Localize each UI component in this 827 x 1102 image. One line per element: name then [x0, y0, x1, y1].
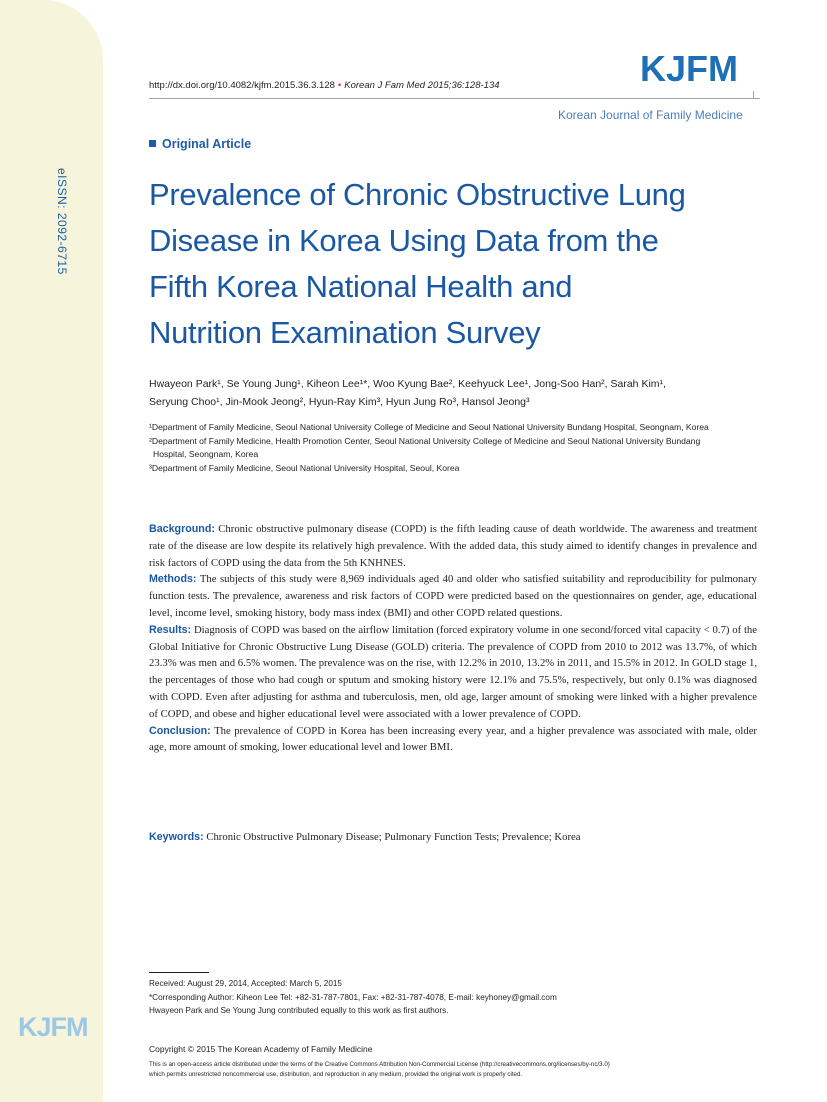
conclusion-text: The prevalence of COPD in Korea has been increasing every year, and a higher prevalence was associated with male, older age, more amount of smoking, lower educational level and lower BMI.: [149, 724, 757, 754]
background-text: Chronic obstructive pulmonary disease (COPD) is the fifth leading cause of death worldwide. The awareness and treatment rate of the disease are low despite its relatively high prevalence. With the added data, this study aimed to identify changes in prevalence and risk factors of COPD using the data from the 5th KNHNES.: [149, 523, 757, 569]
journal-logo: KJFM: [640, 48, 738, 89]
abstract-results: [149, 622, 757, 723]
footnotes: [149, 977, 769, 1018]
footnote: Received: August 29, 2014, Accepted: March 5, 2015: [149, 979, 342, 988]
author-list: [149, 375, 769, 411]
abstract-background: [149, 521, 757, 571]
square-bullet-icon: [149, 140, 156, 147]
doi-citation-line: [149, 80, 500, 91]
copyright: Copyright © 2015 The Korean Academy of Family Medicine: [149, 1044, 373, 1054]
author-line: Seryung Choo¹, Jin-Mook Jeong², Hyun-Ray Kim³, Hyun Jung Ro³, Hansol Jeong³: [149, 396, 530, 408]
footnote: *Corresponding Author: Kiheon Lee Tel: +82-31-787-7801, Fax: +82-31-787-4078, E-mail: keyhoney@gmail.com: [149, 992, 557, 1002]
author-line: Hwayeon Park¹, Se Young Jung¹, Kiheon Lee¹*, Woo Kyung Bae², Keehyuck Lee¹, Jong-Soo Han², Sarah Kim¹,: [149, 378, 666, 390]
abstract-conclusion: [149, 723, 757, 757]
affiliation: ²Department of Family Medicine, Health Promotion Center, Seoul National University College of Medicine and Seoul National University Bundang: [149, 435, 701, 446]
footnote-rule: [149, 972, 209, 973]
article-type: [149, 137, 251, 151]
sidebar-logo: KJFM: [18, 1012, 88, 1042]
separator-dot: •: [337, 80, 342, 91]
title-line: Prevalence of Chronic Obstructive Lung: [149, 177, 686, 212]
affiliation: Hospital, Seongnam, Korea: [153, 449, 259, 459]
affiliation: ³Department of Family Medicine, Seoul National University Hospital, Seoul, Korea: [149, 462, 460, 473]
article-type-label: Original Article: [162, 137, 252, 151]
methods-label: Methods:: [149, 573, 197, 586]
methods-text: The subjects of this study were 8,969 individuals aged 40 and older who satisfied suitability and reproducibility for pulmonary function tests. The prevalence, awareness and risk factors of COPD were predicted based on the questionnaires on gender, age, educational level, income level, smoking history, body mass index (BMI) and other COPD related questions.: [149, 573, 757, 619]
conclusion-label: Conclusion:: [149, 724, 211, 737]
keywords: [149, 829, 757, 845]
journal-name: Korean Journal of Family Medicine: [558, 108, 743, 122]
affiliations: [149, 421, 769, 475]
header-rule: [149, 98, 760, 99]
citation: Korean J Fam Med 2015;36:128-134: [344, 80, 500, 91]
affiliation: ¹Department of Family Medicine, Seoul National University College of Medicine and Seoul National University Bundang Hospital, Seongnam, Korea: [149, 422, 709, 432]
eissn-label: eISSN: 2092-6715: [55, 168, 69, 275]
keywords-text: Chronic Obstructive Pulmonary Disease; Pulmonary Function Tests; Prevalence; Korea: [206, 831, 581, 843]
header-rule-tick: [753, 91, 754, 99]
license-line: which permits unrestricted noncommercial use, distribution, and reproduction in any medium, provided the original work is properly cited.: [149, 1071, 523, 1078]
abstract-methods: [149, 571, 757, 621]
results-label: Results:: [149, 623, 192, 636]
title-line: Nutrition Examination Survey: [149, 315, 541, 350]
title-line: Disease in Korea Using Data from the: [149, 223, 659, 258]
license-text: [149, 1060, 769, 1080]
abstract: [149, 521, 757, 756]
footnote: Hwayeon Park and Se Young Jung contributed equally to this work as first authors.: [149, 1006, 449, 1015]
background-label: Background:: [149, 523, 215, 535]
license-line: This is an open-access article distributed under the terms of the Creative Commons Attribution Non-Commercial License (http://creativecommons.org/licenses/by-nc/3.0): [149, 1061, 610, 1068]
title-line: Fifth Korea National Health and: [149, 269, 573, 304]
doi-link[interactable]: http://dx.doi.org/10.4082/kjfm.2015.36.3.128: [149, 80, 335, 91]
article-title: [149, 172, 779, 356]
results-text: Diagnosis of COPD was based on the airflow limitation (forced expiratory volume in one second/forced vital capacity < 0.7) of the Global Initiative for Chronic Obstructive Lung Disease (GOLD) criteria. The prevalence of COPD from 2010 to 2012 was 13.7%, of which 23.3% was men and 6.5% women. The prevalence was on the rise, with 12.2% in 2010, 13.2% in 2011, and 15.5% in 2012. In GOLD stage 1, the percentages of those who had cough or sputum and smoking history were 12.1% and 75.5%, respectively, but only 0.1% was diagnosed with COPD. Even after adjusting for asthma and tuberculosis, men, old age, larger amount of smoking were linked with a higher prevalence of COPD, and obese and higher educational level were associated with a lower prevalence of COPD.: [149, 623, 758, 720]
keywords-label: Keywords:: [149, 831, 204, 843]
sidebar-strip: [0, 0, 103, 1102]
